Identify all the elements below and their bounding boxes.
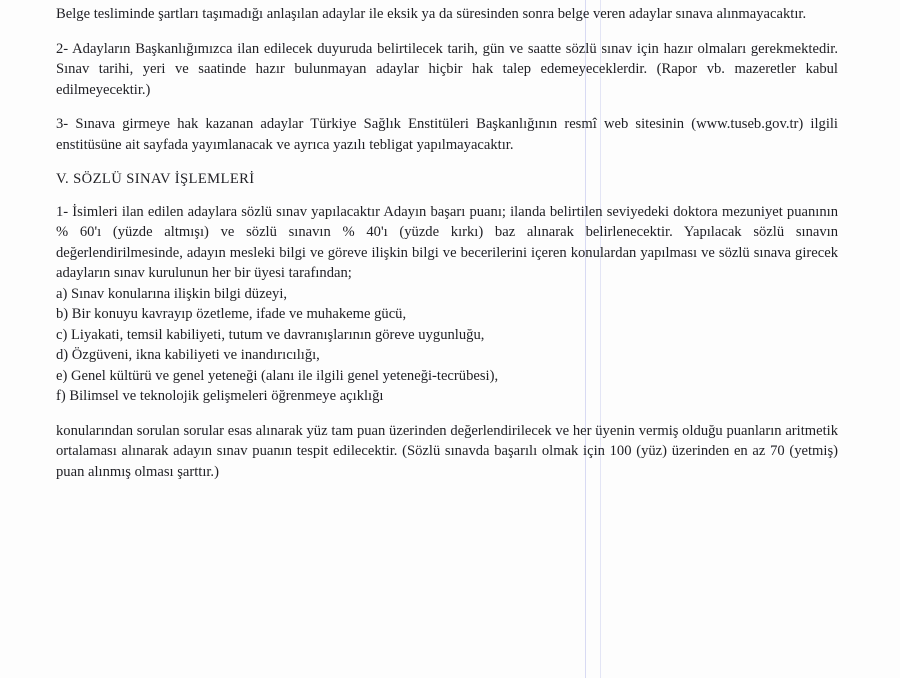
paragraph-item-2: 2- Adayların Başkanlığımızca ilan edilecek duyuruda belirtilecek tarih, gün ve saatte sözlü sınav için hazır olmaları gerekmektedir. Sınav tarihi, yeri ve saatinde hazır bulunmayan adaylar hiçbir hak talep edemeyeceklerdir. (Rapor vb. mazeretler kabul edilmeyecektir.): [56, 40, 838, 98]
criterion-f: f) Bilimsel ve teknolojik gelişmeleri öğrenmeye açıklığı: [56, 388, 384, 404]
paragraph-scoring: konularından sorulan sorular esas alınarak yüz tam puan üzerinden değerlendirilecek ve her üyenin vermiş olduğu puanların aritmetik ortalaması alınarak adayın sınav puanın tespit edilecektir. (Sözlü sınavda başarılı olmak için 100 (yüz) üzerinden en az 70 (yetmiş) puan alınmış olması şarttır.): [56, 422, 838, 480]
section-heading: V. SÖZLÜ SINAV İŞLEMLERİ: [56, 171, 255, 187]
paragraph-oral-exam-intro: 1- İsimleri ilan edilen adaylara sözlü sınav yapılacaktır Adayın başarı puanı; ilanda belirtilen seviyedeki doktora mezuniyet puanının % 60'ı (yüzde altmışı) ve sözlü sınavın % 40'ı (yüzde kırkı) baz alınarak belirlenecektir. Yapılacak sözlü sınavın değerlendirilmesinde, adayın mesleki bilgi ve göreve ilişkin bilgi ve becerilerini içeren konulardan yapılması ve sözlü sınava girecek adayların sınav kurulunun her bir üyesi tarafından;: [56, 203, 838, 281]
criterion-a: a) Sınav konularına ilişkin bilgi düzeyi,: [56, 285, 288, 302]
criterion-e: e) Genel kültürü ve genel yeteneği (alanı ile ilgili genel yeteneği-tecrübesi),: [56, 367, 499, 384]
criterion-b: b) Bir konuyu kavrayıp özetleme, ifade ve muhakeme gücü,: [56, 306, 407, 322]
criterion-d: d) Özgüveni, ikna kabiliyeti ve inandırıcılığı,: [56, 347, 320, 363]
document-body: [56, 4, 838, 482]
criterion-c: c) Liyakati, temsil kabiliyeti, tutum ve davranışlarının göreve uygunluğu,: [56, 326, 485, 343]
paragraph-item-3: 3- Sınava girmeye hak kazanan adaylar Türkiye Sağlık Enstitüleri Başkanlığının resmî web sitesinin (www.tuseb.gov.tr) ilgili enstitüsüne ait sayfada yayımlanacak ve ayrıca yazılı tebligat yapılmayacaktır.: [56, 116, 838, 153]
paragraph-eligibility-note: Belge tesliminde şartları taşımadığı anlaşılan adaylar ile eksik ya da süresinden sonra belge veren adaylar sınava alınmayacaktır.: [56, 6, 807, 22]
